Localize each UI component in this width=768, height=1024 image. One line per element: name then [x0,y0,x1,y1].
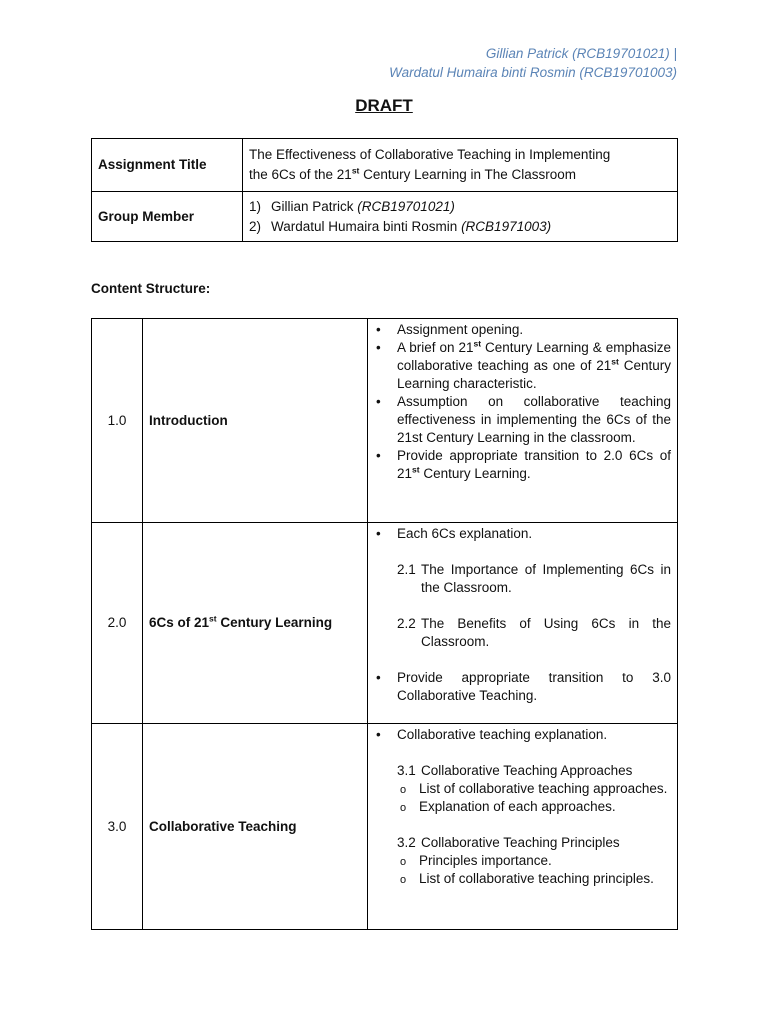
member-number: 2) [249,218,262,234]
subsection-number: 3.1 [397,763,416,778]
draft-heading: DRAFT [355,96,413,115]
assignment-title-label: Assignment Title [92,139,243,192]
sub-bullet-item: o Explanation of each approaches. [419,798,671,816]
bullet-item: • Assignment opening. [397,321,671,339]
bullet-text: Century Learning. [419,466,531,481]
content-structure-title: Content Structure: [91,281,211,296]
sub-bullet-list [374,852,671,888]
bullet-text: Provide appropriate transition to 2.0 6Cs of 21 [397,448,671,481]
member-item [249,217,671,237]
bullet-item: • Provide appropriate transition to 3.0 Collaborative Teaching. [397,669,671,705]
author-line-2: Wardatul Humaira binti Rosmin (RCB19701003) [389,65,677,80]
section-number: 2.0 [92,523,143,724]
bullet-list [374,525,671,543]
section-number: 1.0 [92,319,143,523]
bullet-item [397,447,671,483]
section-title [143,523,368,724]
bullet-text: Century Learning characteristic. [397,358,671,391]
member-item [249,197,671,217]
title-text: Century Learning [216,615,333,630]
member-id: (RCB1971003) [461,218,552,234]
title-superscript: st [351,165,360,176]
assignment-info-table [91,138,678,242]
group-member-label: Group Member [92,192,243,242]
subsection-number: 2.2 [397,616,416,631]
subsection [374,762,671,780]
title-text: the 6Cs of the 21 [249,167,352,182]
subsection [374,561,671,597]
bullet-list [374,669,671,705]
bullet-item [397,339,671,393]
superscript: st [611,356,619,367]
sub-bullet-item: o Principles importance. [419,852,671,870]
superscript: st [412,464,420,475]
member-name: Gillian Patrick [271,198,358,214]
section-row [92,523,678,724]
subsection [374,834,671,852]
content-structure-table [91,318,678,930]
superscript: st [209,613,217,624]
subsection-text: The Importance of Implementing 6Cs in the Classroom. [421,562,671,595]
sub-bullet-item: o List of collaborative teaching approaches. [419,780,671,798]
subsection-number: 3.2 [397,835,416,850]
subsection-text: Collaborative Teaching Approaches [421,763,633,778]
member-id: (RCB19701021) [357,198,455,214]
sub-bullet-list [374,780,671,816]
bullet-list [374,321,671,483]
subsection-text: Collaborative Teaching Principles [421,835,620,850]
section-row [92,319,678,523]
section-description [368,523,678,724]
bullet-text: Century Learning & emphasize collaborative teaching as one of 21 [397,340,672,373]
section-description [368,724,678,930]
assignment-title-row [92,139,678,192]
assignment-title-line-2 [249,165,671,185]
sub-bullet-item: o List of collaborative teaching principles. [419,870,671,888]
subsection-number: 2.1 [397,562,416,577]
title-text: Century Learning in The Classroom [359,167,576,182]
author-header [389,44,677,82]
assignment-title-value [243,139,678,192]
author-line-1: Gillian Patrick (RCB19701021) | [485,46,677,61]
bullet-list [374,726,671,744]
bullet-item: • Collaborative teaching explanation. [397,726,671,744]
bullet-text: A brief on 21 [397,340,474,355]
member-name: Wardatul Humaira binti Rosmin [271,218,462,234]
section-title: Collaborative Teaching [143,724,368,930]
group-member-value [243,192,678,242]
section-title: Introduction [143,319,368,523]
bullet-item: • Each 6Cs explanation. [397,525,671,543]
section-description [368,319,678,523]
subsection-text: The Benefits of Using 6Cs in the Classroom. [421,616,671,649]
bullet-item: • Assumption on collaborative teaching effectiveness in implementing the 6Cs of the 21st Century Learning in the classroom. [397,393,671,447]
title-text: 6Cs of 21 [149,615,210,630]
section-number: 3.0 [92,724,143,930]
group-member-row [92,192,678,242]
superscript: st [473,338,482,349]
assignment-title-line-1: The Effectiveness of Collaborative Teaching in Implementing [249,147,611,162]
subsection [374,615,671,651]
member-list [249,197,671,237]
member-number: 1) [249,198,262,214]
section-row [92,724,678,930]
